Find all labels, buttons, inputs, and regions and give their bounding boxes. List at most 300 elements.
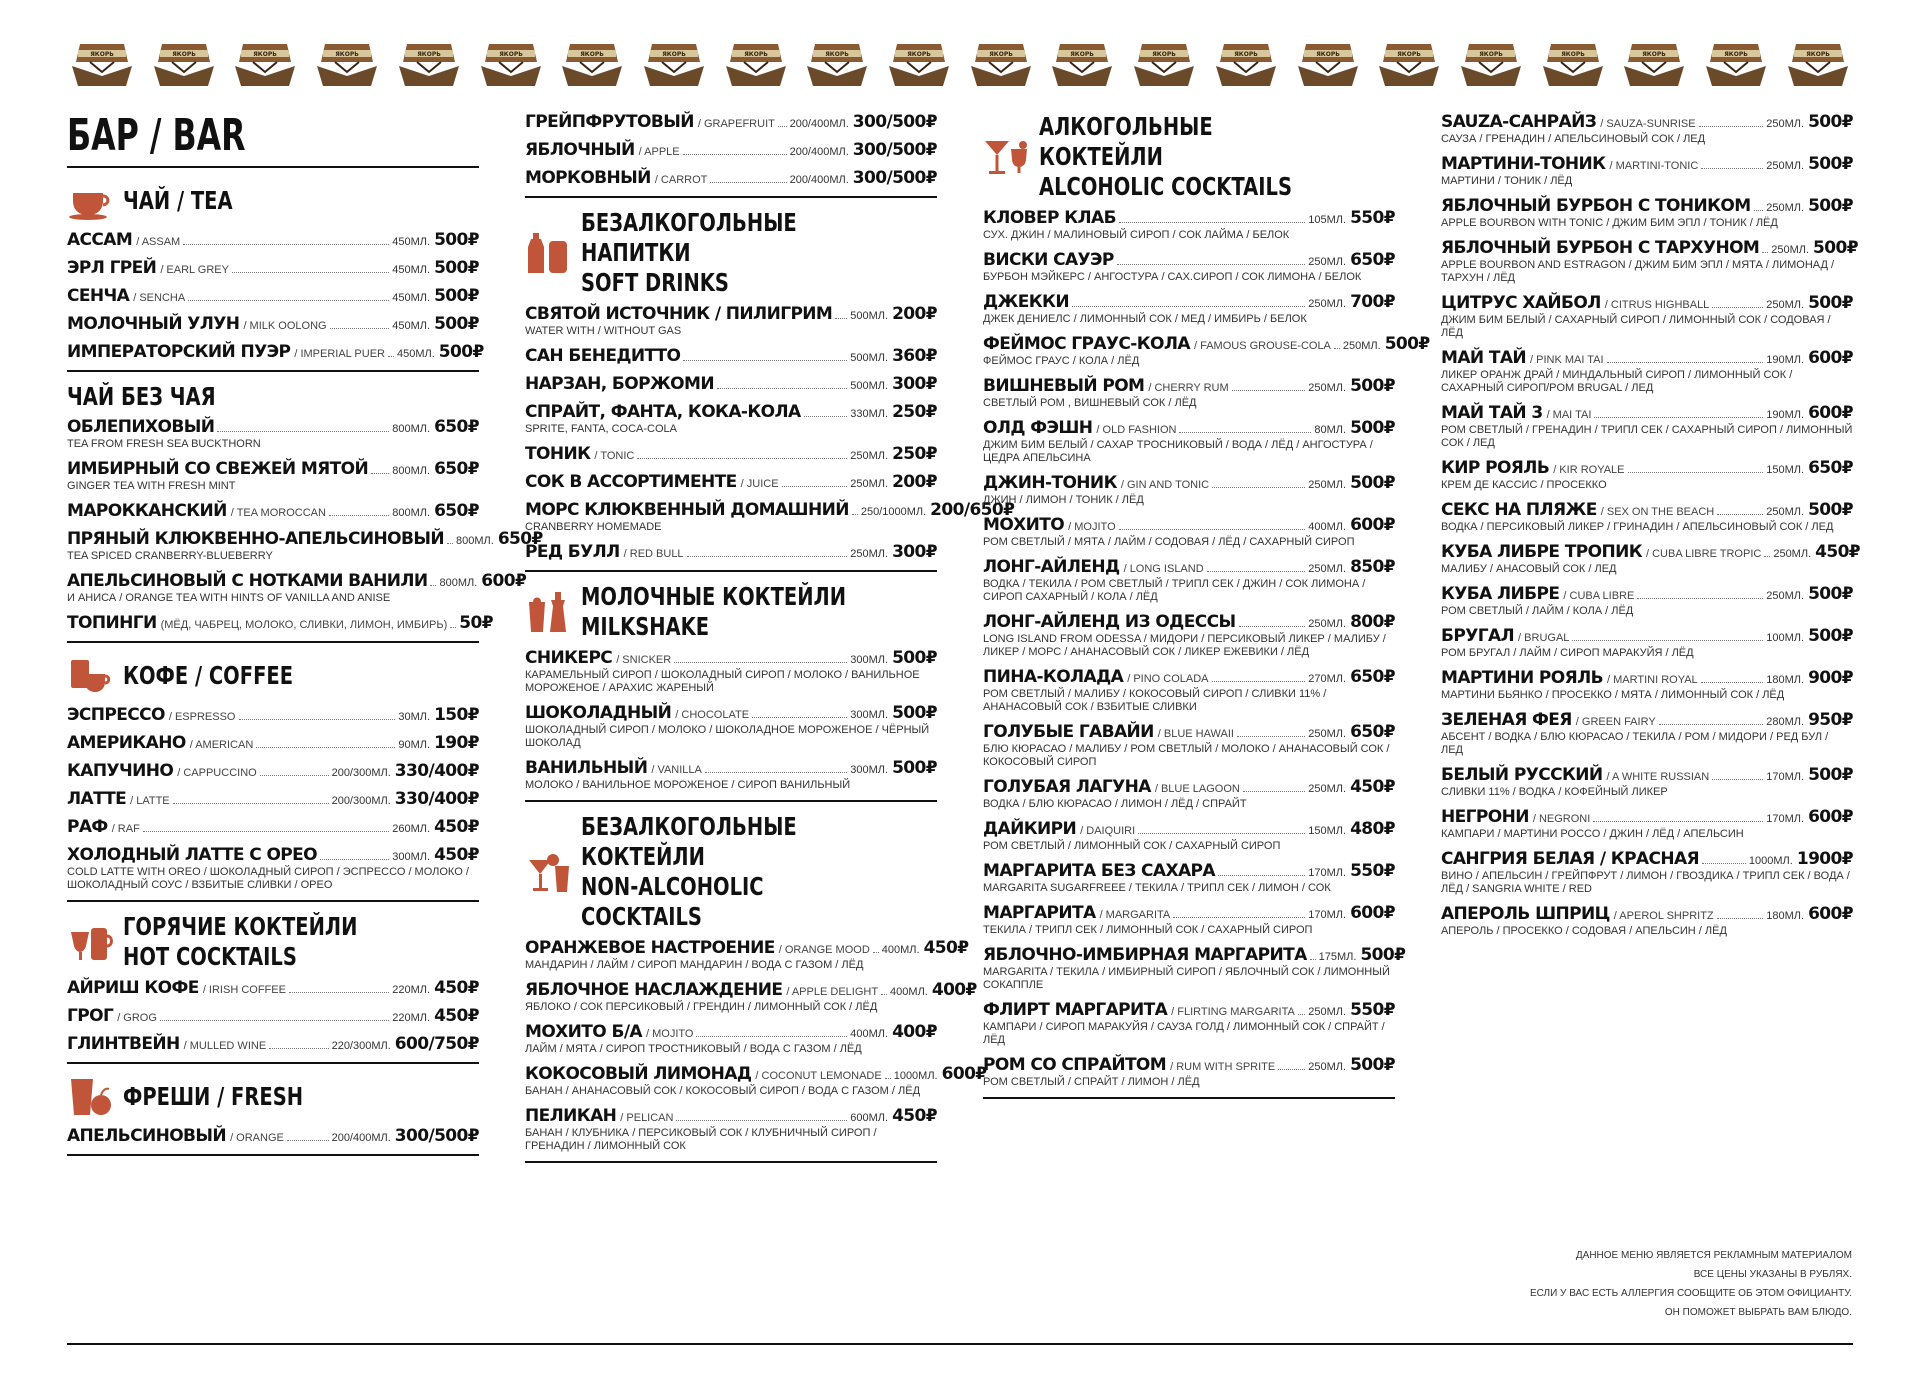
brand-logo-icon: [967, 36, 1035, 88]
dot-leader: [1628, 472, 1764, 473]
item-description: ДЖИМ БИМ БЕЛЫЙ / САХАРНЫЙ СИРОП / ЛИМОННЫЙ СОК / СОДОВАЯ / ЛЁД: [1441, 314, 1831, 339]
item-name: АПЕЛЬСИНОВЫЙ С НОТКАМИ ВАНИЛИ: [67, 571, 428, 591]
item-price: 200/650₽: [930, 500, 1015, 520]
item-description: КАМПАРИ / МАРТИНИ РОССО / ДЖИН / ЛЁД / АПЕЛЬСИН: [1441, 828, 1744, 840]
section-divider: [525, 800, 937, 802]
item-english-name: / ESPRESSO: [168, 711, 236, 723]
column-2: [525, 112, 1015, 1173]
menu-section: [67, 382, 543, 633]
section-title: ФРЕШИ / FRESH: [123, 1082, 304, 1111]
item-volume: 150МЛ.: [1766, 464, 1805, 476]
fresh-juice-icon: [67, 1077, 115, 1117]
item-price: 500₽: [434, 230, 479, 250]
menu-item: [1441, 710, 1853, 757]
title-divider: [67, 166, 479, 168]
soft-drink-icon: [525, 233, 573, 273]
item-description: MARGARITA / ТЕКИЛА / ИМБИРНЫЙ СИРОП / ЯБЛОЧНЫЙ СОК / ЛИМОННЫЙ СОКАППЛЕ: [983, 966, 1390, 991]
item-volume: 180МЛ.: [1766, 910, 1805, 922]
menu-item: [67, 342, 484, 362]
item-description: И АНИСА / ORANGE TEA WITH HINTS OF VANILLA AND ANISE: [67, 592, 391, 604]
dot-leader: [752, 717, 847, 718]
item-description: ДЖИМ БИМ БЕЛЫЙ / САХАР ТРОСНИКОВЫЙ / ВОДА / ЛЁД / АНГОСТУРА / ЦЕДРА АПЕЛЬСИНА: [983, 439, 1373, 464]
menu-item: [525, 1022, 937, 1056]
note-line: ЕСЛИ У ВАС ЕСТЬ АЛЛЕРГИЯ СООБЩИТЕ ОБ ЭТОМ ОФИЦИАНТУ.: [1529, 1288, 1852, 1299]
dot-leader: [1607, 362, 1764, 363]
dot-leader: [1754, 210, 1764, 211]
item-name: ЯБЛОЧНЫЙ: [525, 140, 635, 160]
item-volume: 250МЛ.: [1308, 1061, 1347, 1073]
item-name: МОЛОЧНЫЙ УЛУН: [67, 314, 240, 334]
item-volume: 250МЛ.: [1308, 298, 1347, 310]
menu-item: [67, 1034, 479, 1054]
item-name: ПИНА-КОЛАДА: [983, 667, 1124, 687]
item-price: 500₽: [1808, 584, 1853, 604]
item-price: 550₽: [1350, 861, 1395, 881]
item-price: 650₽: [497, 529, 543, 549]
menu-item: [67, 817, 479, 837]
section-divider: [67, 1062, 479, 1064]
menu-item: [525, 472, 937, 492]
item-name: ЛОНГ-АЙЛЕНД ИЗ ОДЕССЫ: [983, 612, 1236, 632]
menu-item: [525, 980, 977, 1014]
item-english-name: / PINO COLADA: [1127, 673, 1209, 685]
item-english-name: / RED BULL: [623, 548, 684, 560]
svg-text:ЯКОРЬ: ЯКОРЬ: [662, 51, 686, 58]
svg-text:ЯКОРЬ: ЯКОРЬ: [825, 51, 850, 58]
menu-section: [983, 112, 1430, 1089]
menu-item: [1441, 154, 1853, 188]
item-english-name: / PELICAN: [620, 1112, 674, 1124]
menu-item: [67, 571, 527, 605]
item-name: ЗЕЛЕНАЯ ФЕЯ: [1441, 710, 1572, 730]
brand-logo-icon: [1375, 36, 1443, 88]
menu-section: [525, 208, 1015, 562]
item-volume: 250МЛ.: [1308, 256, 1347, 268]
item-english-name: / IMPERIAL PUER: [294, 348, 385, 360]
item-name: МОРС КЛЮКВЕННЫЙ ДОМАШНИЙ: [525, 500, 849, 520]
menu-item: [67, 314, 479, 334]
item-price: 480₽: [1350, 819, 1395, 839]
item-name: РАФ: [67, 817, 108, 837]
item-name: МАРТИНИ РОЯЛЬ: [1441, 668, 1604, 688]
section-header: [67, 653, 479, 699]
menu-item: [1441, 112, 1853, 146]
item-volume: 220/300МЛ.: [331, 1040, 391, 1052]
item-name: СПРАЙТ, ФАНТА, КОКА-КОЛА: [525, 402, 801, 422]
brand-logo-icon: [1130, 36, 1198, 88]
item-name: САНГРИЯ БЕЛАЯ / КРАСНАЯ: [1441, 849, 1700, 869]
menu-item: [525, 140, 937, 160]
item-price: 950₽: [1808, 710, 1853, 730]
menu-item: [67, 978, 479, 998]
item-price: 650₽: [434, 501, 479, 521]
svg-text:ЯКОРЬ: ЯКОРЬ: [1805, 51, 1830, 58]
dot-leader: [1310, 959, 1316, 960]
item-name: ПЕЛИКАН: [525, 1106, 617, 1126]
item-english-name: / AMERICAN: [189, 739, 254, 751]
item-volume: 800МЛ.: [392, 507, 431, 519]
footer-notes: [1510, 1246, 1852, 1322]
page-title: БАР / BAR: [67, 110, 246, 161]
item-name: АЙРИШ КОФЕ: [67, 978, 199, 998]
item-volume: 170МЛ.: [1766, 771, 1805, 783]
item-volume: 800МЛ.: [456, 535, 494, 547]
dot-leader: [717, 388, 847, 389]
column-4: [1441, 112, 1861, 946]
item-volume: 450МЛ.: [392, 292, 431, 304]
dot-leader: [674, 662, 847, 663]
column-3: [983, 112, 1430, 1109]
menu-item: [983, 1000, 1395, 1047]
item-volume: 200/400МЛ.: [789, 174, 849, 186]
menu-item: [983, 473, 1395, 507]
item-english-name: / APPLE DELIGHT: [786, 986, 879, 998]
item-volume: 200/300МЛ.: [331, 767, 391, 779]
item-description: РОМ СВЕТЛЫЙ / ЛАЙМ / КОЛА / ЛЁД: [1441, 605, 1634, 617]
item-description: TEA SPICED CRANBERRY-BLUEBERRY: [67, 550, 273, 562]
item-price: 550₽: [1350, 1000, 1395, 1020]
item-english-name: / VANILLA: [651, 764, 702, 776]
item-english-name: / SENCHA: [133, 292, 186, 304]
item-volume: 180МЛ.: [1766, 674, 1805, 686]
item-description: МОЛОКО / ВАНИЛЬНОЕ МОРОЖЕНОЕ / СИРОП ВАНИЛЬНЫЙ: [525, 779, 851, 791]
item-volume: 450МЛ.: [392, 264, 431, 276]
item-volume: 250/1000МЛ.: [860, 506, 927, 518]
item-volume: 175МЛ.: [1318, 951, 1357, 963]
item-name: КУБА ЛИБРЕ: [1441, 584, 1560, 604]
item-volume: 500МЛ.: [850, 352, 889, 364]
item-price: 500₽: [1808, 293, 1853, 313]
section-title: МОЛОЧНЫЕ КОКТЕЙЛИ MILKSHAKE: [581, 582, 847, 641]
item-volume: 30МЛ.: [398, 711, 431, 723]
item-volume: 800МЛ.: [439, 577, 478, 589]
item-description: СВЕТЛЫЙ РОМ , ВИШНЕВЫЙ СОК / ЛЁД: [983, 397, 1197, 409]
menu-item: [525, 1106, 937, 1153]
item-english-name: / ORANGE: [230, 1132, 284, 1144]
dot-leader: [1334, 348, 1340, 349]
dot-leader: [1218, 875, 1305, 876]
item-name: ДЖЕККИ: [983, 292, 1069, 312]
item-volume: 400МЛ.: [881, 944, 920, 956]
item-english-name: / GREEN FAIRY: [1575, 716, 1656, 728]
item-name: МОХИТО: [983, 515, 1065, 535]
section-title: АЛКОГОЛЬНЫЕ КОКТЕЙЛИ ALCOHOLIC COCKTAILS: [1039, 112, 1293, 201]
menu-item: [67, 286, 479, 306]
menu-item: [983, 861, 1395, 895]
item-name: КУБА ЛИБРЕ ТРОПИК: [1441, 542, 1642, 562]
item-name: ГЛИНТВЕЙН: [67, 1034, 180, 1054]
menu-item: [525, 1064, 987, 1098]
item-name: ЦИТРУС ХАЙБОЛ: [1441, 293, 1601, 313]
item-volume: 300МЛ.: [392, 851, 431, 863]
item-english-name: / MOJITO: [1068, 521, 1116, 533]
item-volume: 330МЛ.: [850, 408, 889, 420]
item-volume: 250МЛ.: [1308, 479, 1347, 491]
section-header: [525, 582, 937, 642]
section-divider: [525, 570, 937, 572]
item-name: МАРГАРИТА БЕЗ САХАРА: [983, 861, 1215, 881]
item-english-name: / DAIQUIRI: [1080, 825, 1136, 837]
item-price: 450₽: [923, 938, 969, 958]
item-price: 650₽: [434, 417, 479, 437]
item-description: ТЕКИЛА / ТРИПЛ СЕК / ЛИМОННЫЙ СОК / САХАРНЫЙ СИРОП: [983, 924, 1313, 936]
dot-leader: [885, 1078, 891, 1079]
item-name: ПРЯНЫЙ КЛЮКВЕННО-АПЕЛЬСИНОВЫЙ: [67, 529, 445, 549]
item-name: ЯБЛОЧНЫЙ БУРБОН С ТАРХУНОМ: [1441, 238, 1760, 258]
menu-item: [983, 722, 1395, 769]
item-price: 400₽: [931, 980, 977, 1000]
item-price: 300/500₽: [394, 1126, 479, 1146]
item-volume: 250МЛ.: [1766, 506, 1805, 518]
dot-leader: [1572, 640, 1763, 641]
brand-logo-icon: [1702, 36, 1770, 88]
item-description: ДЖЕК ДЕНИЕЛС / ЛИМОННЫЙ СОК / МЕД / ИМБИРЬ / БЕЛОК: [983, 313, 1307, 325]
item-name: АССАМ: [67, 230, 133, 250]
brand-logo-icon: [1048, 36, 1116, 88]
item-price: 500₽: [1384, 334, 1430, 354]
section-header: [525, 812, 937, 932]
item-volume: 250МЛ.: [1308, 563, 1347, 575]
item-name: АПЕРОЛЬ ШПРИЦ: [1441, 904, 1610, 924]
item-description: APPLE BOURBON WITH TONIC / ДЖИМ БИМ ЭПЛ / ТОНИК / ЛЁД: [1441, 217, 1778, 229]
item-price: 600₽: [941, 1064, 987, 1084]
item-name: ОРАНЖЕВОЕ НАСТРОЕНИЕ: [525, 938, 775, 958]
item-description: GINGER TEA WITH FRESH MINT: [67, 480, 236, 492]
item-description: БАНАН / АНАНАСОВЫЙ СОК / КОКОСОВЫЙ СИРОП / ВОДА С ГАЗОМ / ЛЁД: [525, 1085, 921, 1097]
menu-item: [983, 1055, 1395, 1089]
item-name: СНИКЕРС: [525, 648, 613, 668]
item-price: 500₽: [434, 314, 479, 334]
item-volume: 250МЛ.: [1308, 618, 1347, 630]
menu-item: [983, 557, 1395, 604]
item-price: 250₽: [892, 444, 937, 464]
item-description: APPLE BOURBON AND ESTRAGON / ДЖИМ БИМ ЭПЛ / МЯТА / ЛИМОНАД / ТАРХУН / ЛЁД: [1441, 259, 1835, 284]
item-volume: 300МЛ.: [850, 654, 889, 666]
item-name: ЭСПРЕССО: [67, 705, 165, 725]
item-volume: 800МЛ.: [392, 465, 431, 477]
item-price: 200₽: [892, 304, 937, 324]
note-line: ОН ПОМОЖЕТ ВЫБРАТЬ ВАМ БЛЮДО.: [1664, 1307, 1852, 1318]
menu-item: [67, 459, 479, 493]
item-volume: 450МЛ.: [392, 320, 431, 332]
item-name: ЯБЛОЧНЫЙ БУРБОН С ТОНИКОМ: [1441, 196, 1751, 216]
item-volume: 90МЛ.: [398, 739, 431, 751]
item-description: БЛЮ КЮРАСАО / МАЛИБУ / РОМ СВЕТЛЫЙ / МОЛОКО / АНАНАСОВЫЙ СОК / КОКОСОВЫЙ СИРОП: [983, 743, 1390, 768]
item-english-name: / SAUZA-SUNRISE: [1600, 118, 1696, 130]
menu-item: [1441, 542, 1861, 576]
item-name: ИМПЕРАТОРСКИЙ ПУЭР: [67, 342, 291, 362]
menu-section: [525, 582, 937, 792]
item-volume: 250МЛ.: [850, 548, 889, 560]
item-english-name: (МЁД, ЧАБРЕЦ, МОЛОКО, СЛИВКИ, ЛИМОН, ИМБИРЬ): [160, 619, 448, 631]
item-price: 500₽: [892, 648, 937, 668]
dot-leader: [1702, 863, 1746, 864]
item-price: 500₽: [892, 758, 937, 778]
item-description: CRANBERRY HOMEMADE: [525, 521, 662, 533]
item-price: 450₽: [434, 1006, 479, 1026]
item-volume: 250МЛ.: [1308, 728, 1347, 740]
item-name: БРУГАЛ: [1441, 626, 1515, 646]
item-english-name: / BLUE HAWAII: [1157, 728, 1234, 740]
item-english-name: / MARTINI ROYAL: [1607, 674, 1698, 686]
menu-item: [67, 529, 543, 563]
svg-text:ЯКОРЬ: ЯКОРЬ: [1479, 51, 1503, 58]
dot-leader: [835, 318, 847, 319]
item-volume: 105МЛ.: [1308, 214, 1347, 226]
section-title: ГОРЯЧИЕ КОКТЕЙЛИ HOT COCKTAILS: [123, 912, 358, 971]
svg-text:ЯКОРЬ: ЯКОРЬ: [253, 51, 278, 58]
item-name: ХОЛОДНЫЙ ЛАТТЕ С ОРЕО: [67, 845, 318, 865]
item-volume: 260МЛ.: [392, 823, 431, 835]
item-volume: 170МЛ.: [1308, 867, 1347, 879]
dot-leader: [371, 473, 389, 474]
dot-leader: [188, 300, 389, 301]
item-name: ФЕЙМОС ГРАУС-КОЛА: [983, 334, 1190, 354]
item-description: РОМ БРУГАЛ / ЛАЙМ / СИРОП МАРАКУЙЯ / ЛЁД: [1441, 647, 1694, 659]
dot-leader: [676, 1120, 847, 1121]
menu-item: [67, 733, 479, 753]
section-title: ЧАЙ / TEA: [123, 186, 233, 215]
item-description: MARGARITA SUGARFREEE / ТЕКИЛА / ТРИПЛ СЕК / ЛИМОН / СОК: [983, 882, 1331, 894]
item-description: COLD LATTE WITH OREO / ШОКОЛАДНЫЙ СИРОП / ЭСПРЕССО / МОЛОКО / ШОКОЛАДНЫЙ СОУС / ВЗБИТЫЕ СЛИВКИ / ОРЕО: [67, 866, 469, 891]
section-header: [67, 1074, 479, 1120]
item-english-name: / MARTINI-TONIC: [1609, 160, 1699, 172]
item-name: НАРЗАН, БОРЖОМИ: [525, 374, 714, 394]
dot-leader: [232, 272, 389, 273]
menu-item: [525, 703, 937, 750]
cocktail-glasses-icon: [983, 137, 1031, 177]
svg-text:ЯКОРЬ: ЯКОРЬ: [90, 51, 114, 58]
item-description: МАРТИНИ БЬЯНКО / ПРОСЕККО / МЯТА / ЛИМОННЫЙ СОК / ЛЁД: [1441, 689, 1785, 701]
dot-leader: [1659, 724, 1764, 725]
item-name: ГРОГ: [67, 1006, 114, 1026]
item-name: КАПУЧИНО: [67, 761, 174, 781]
brand-logo-icon: [313, 36, 381, 88]
teacup-icon: [67, 181, 115, 221]
dot-leader: [1701, 168, 1763, 169]
dot-leader: [873, 952, 879, 953]
item-price: 200₽: [892, 472, 937, 492]
menu-item: [983, 334, 1430, 368]
item-name: ЛАТТЕ: [67, 789, 127, 809]
dot-leader: [696, 1036, 847, 1037]
menu-item: [525, 500, 1015, 534]
item-english-name: / RUM WITH SPRITE: [1170, 1061, 1276, 1073]
item-name: АМЕРИКАНО: [67, 733, 186, 753]
item-name: РОМ СО СПРАЙТОМ: [983, 1055, 1167, 1075]
dot-leader: [1119, 529, 1306, 530]
item-price: 500₽: [1808, 196, 1853, 216]
dot-leader: [217, 431, 389, 432]
dot-leader: [1762, 252, 1768, 253]
item-price: 450₽: [434, 978, 479, 998]
item-name: SAUZA-САНРАЙЗ: [1441, 112, 1597, 132]
item-description: САУЗА / ГРЕНАДИН / АПЕЛЬСИНОВЫЙ СОК / ЛЕД: [1441, 133, 1706, 145]
section-divider: [67, 900, 479, 902]
item-description: РОМ СВЕТЛЫЙ / МАЛИБУ / КОКОСОВЫЙ СИРОП / СЛИВКИ 11% / АНАНАСОВЫЙ СОК / ВЗБИТЫЕ СЛИВКИ: [983, 688, 1327, 713]
dot-leader: [1138, 833, 1305, 834]
brand-logo-icon: [1212, 36, 1280, 88]
item-name: ЭРЛ ГРЕЙ: [67, 258, 157, 278]
item-english-name: / NEGRONI: [1532, 813, 1591, 825]
dot-leader: [1212, 487, 1305, 488]
svg-text:ЯКОРЬ: ЯКОРЬ: [1152, 51, 1176, 58]
item-english-name: / GROG: [117, 1012, 157, 1024]
item-name: ОЛД ФЭШН: [983, 418, 1093, 438]
item-name: ТОПИНГИ: [67, 613, 157, 633]
item-price: 600₽: [1808, 403, 1853, 423]
item-name: ТОНИК: [525, 444, 591, 464]
item-price: 300/500₽: [852, 140, 937, 160]
dot-leader: [1699, 126, 1764, 127]
menu-item: [1441, 584, 1853, 618]
item-price: 250₽: [892, 402, 937, 422]
dot-leader: [852, 514, 858, 515]
dot-leader: [1243, 791, 1305, 792]
section-divider: [525, 1161, 937, 1163]
item-volume: 500МЛ.: [850, 310, 889, 322]
item-english-name: / MILK OOLONG: [243, 320, 327, 332]
item-description: ЛИКЕР ОРАНЖ ДРАЙ / МИНДАЛЬНЫЙ СИРОП / ЛИМОННЫЙ СОК / САХАРНЫЙ СИРОП/POM BRUGAL / ЛЕД: [1441, 369, 1793, 394]
dot-leader: [160, 1020, 389, 1021]
item-volume: 200/400МЛ.: [789, 146, 849, 158]
menu-item: [525, 402, 937, 436]
menu-item: [67, 761, 479, 781]
svg-text:ЯКОРЬ: ЯКОРЬ: [988, 51, 1013, 58]
item-price: 450₽: [1350, 777, 1395, 797]
svg-text:ЯКОРЬ: ЯКОРЬ: [580, 51, 605, 58]
item-price: 700₽: [1350, 292, 1395, 312]
item-english-name: / ASSAM: [136, 236, 181, 248]
menu-item: [983, 777, 1395, 811]
dot-leader: [1298, 1014, 1305, 1015]
brand-logo-icon: [1457, 36, 1525, 88]
item-english-name: / BLUE LAGOON: [1154, 783, 1240, 795]
dot-leader: [1701, 682, 1764, 683]
brand-logo-icon: [1294, 36, 1362, 88]
item-price: 500₽: [1808, 154, 1853, 174]
item-price: 500₽: [1808, 626, 1853, 646]
item-price: 500₽: [1813, 238, 1858, 258]
item-english-name: / RAF: [111, 823, 140, 835]
item-volume: 150МЛ.: [1308, 825, 1347, 837]
item-description: ВОДКА / ПЕРСИКОВЫЙ ЛИКЕР / ГРИНАДИН / АПЕЛЬСИНОВЫЙ СОК / ЛЕД: [1441, 521, 1834, 533]
item-english-name: / CITRUS HIGHBALL: [1604, 299, 1710, 311]
menu-section: [1441, 112, 1861, 938]
dot-leader: [1212, 681, 1306, 682]
item-name: СВЯТОЙ ИСТОЧНИК / ПИЛИГРИМ: [525, 304, 833, 324]
brand-logo-icon: [558, 36, 626, 88]
item-english-name: / CUBA LIBRE TROPIC: [1646, 548, 1762, 560]
menu-item: [67, 230, 479, 250]
item-description: КРЕМ ДЕ КАССИС / ПРОСЕККО: [1441, 479, 1607, 491]
dot-leader: [430, 585, 436, 586]
svg-text:ЯКОРЬ: ЯКОРЬ: [1234, 51, 1258, 58]
item-name: ГРЕЙПФРУТОВЫЙ: [525, 112, 694, 132]
svg-text:ЯКОРЬ: ЯКОРЬ: [1397, 51, 1422, 58]
menu-item: [67, 613, 493, 633]
item-price: 360₽: [892, 346, 937, 366]
menu-item: [1441, 293, 1853, 340]
item-english-name: / JUICE: [740, 478, 779, 490]
menu-item: [1441, 238, 1858, 285]
menu-item: [1441, 668, 1853, 702]
item-price: 500₽: [892, 703, 937, 723]
item-description: ШОКОЛАДНЫЙ СИРОП / МОЛОКО / ШОКОЛАДНОЕ МОРОЖЕНОЕ / ЧЁРНЫЙ ШОКОЛАД: [525, 724, 930, 749]
item-description: АПЕРОЛЬ / ПРОСЕККО / СОДОВАЯ / АПЕЛЬСИН / ЛЁД: [1441, 925, 1727, 937]
item-name: МАЙ ТАЙ: [1441, 348, 1527, 368]
menu-section: [525, 112, 937, 188]
